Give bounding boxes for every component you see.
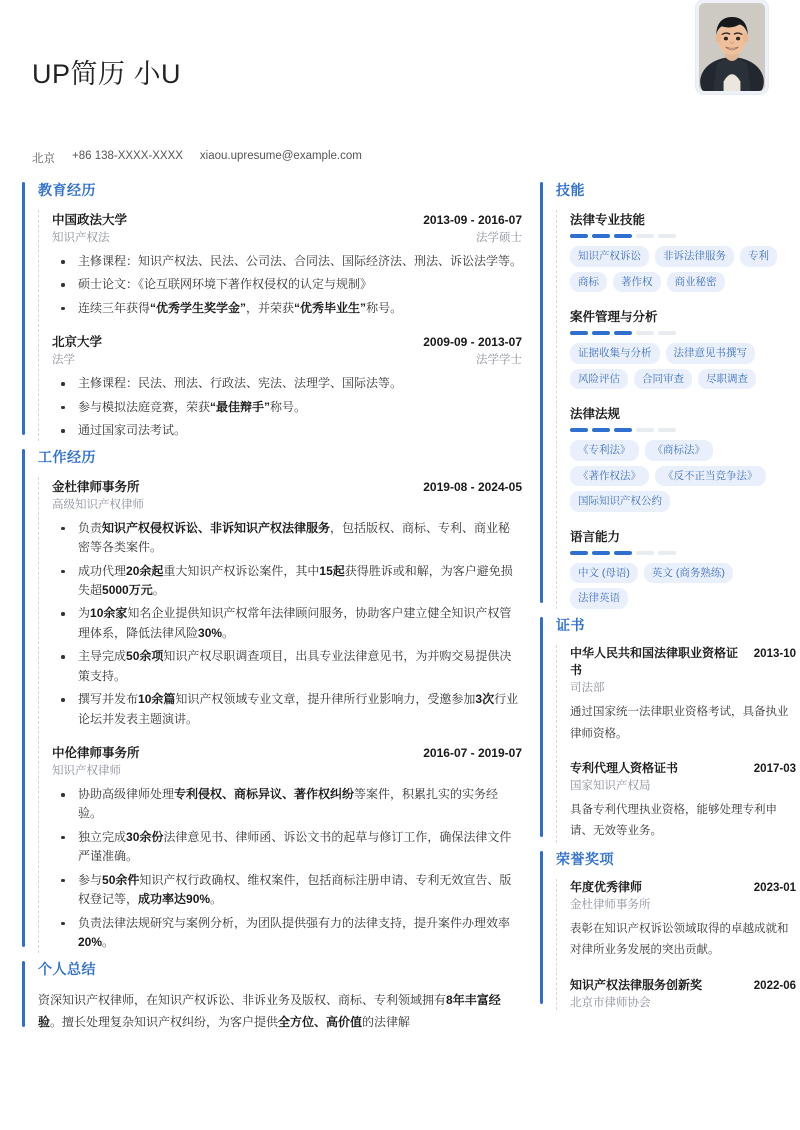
tag-chip: 知识产权诉讼 [570,246,649,267]
skill-group-name: 法律专业技能 [570,213,646,227]
page-title: UP简历 小U [32,59,182,89]
skill-group [570,210,796,292]
section-skills [540,180,796,609]
school-date: 2009-09 - 2013-07 [423,335,522,350]
section-certificates [540,615,796,843]
tag-chip: 法律意见书撰写 [666,343,756,364]
bullet-item: 硕士论文：《论互联网环境下著作权侵权的认定与规制》 [52,275,522,294]
work-entry [52,743,522,953]
company-name: 中伦律师事务所 [52,746,140,760]
honor-entry [570,977,796,1010]
tag-chip: 专利 [740,246,777,267]
tag-chip: 法律英语 [570,588,628,609]
school-name: 中国政法大学 [52,213,128,227]
level-segment [592,234,610,238]
bullet-item: 负责法律法规研究与案例分析，为团队提供强有力的法律支持，提升案件办理效率20%。 [52,914,522,953]
certificate-issuer: 国家知识产权局 [570,780,651,793]
honor-date: 2023-01 [753,881,796,894]
section-honors-awards [540,849,796,1010]
work-bullets [52,785,522,953]
tag-chip: 商业秘密 [667,272,725,293]
school-major: 知识产权法 [52,232,110,244]
honor-entry [570,879,796,962]
section-personal-summary [22,959,522,1033]
level-segment [658,234,676,238]
school-date: 2013-09 - 2016-07 [423,213,522,227]
honor-date: 2022-06 [753,979,796,992]
bullet-item: 协助高级律师处理专利侵权、商标异议、著作权纠纷等案件，积累扎实的实务经验。 [52,785,522,824]
bullet-item: 通过国家司法考试。 [52,421,522,440]
job-title: 高级知识产权律师 [52,498,144,511]
level-segment [658,428,676,432]
skill-group [570,404,796,512]
bullet-item: 参与50余件知识产权行政确权、维权案件，包括商标注册申请、专利无效宣告、版权登记等，成功率达90%。 [52,871,522,910]
education-bullets [52,252,522,318]
level-segment [614,331,632,335]
school-name: 北京大学 [52,335,103,350]
summary-text: 资深知识产权律师，在知识产权诉讼、非诉业务及版权、商标、专利领域拥有8年丰富经验。擅长处理复杂知识产权纠纷，为客户提供全方位、高价值的法律解 [38,992,501,1029]
level-segment [636,551,654,555]
bullet-item: 主修课程：知识产权法、民法、公司法、合同法、国际经济法、刑法、诉讼法学等。 [52,252,522,271]
level-segment [614,428,632,432]
company-name: 金杜律师事务所 [52,479,140,494]
work-entry [52,477,522,729]
skills-groups [556,210,796,609]
side-column [540,180,796,1016]
work-date: 2016-07 - 2019-07 [423,746,522,760]
bullet-item: 负责知识产权侵权诉讼、非诉知识产权法律服务，包括版权、商标、专利、商业秘密等各类案件。 [52,519,522,558]
level-segment [592,428,610,432]
education-bullets [52,374,522,440]
level-segment [658,331,676,335]
profile-photo [699,3,765,91]
resume-header [22,0,778,180]
level-segment [570,234,588,238]
certificate-description: 具备专利代理执业资格，能够处理专利申请、无效等业务。 [570,804,777,838]
honor-name: 知识产权法律服务创新奖 [570,977,703,992]
education-entries [38,210,522,441]
tag-chip: 《商标法》 [645,440,714,461]
skill-group-name: 案件管理与分析 [570,310,658,324]
level-segment [592,551,610,555]
skill-group [570,307,796,389]
school-degree: 法学硕士 [476,232,522,244]
school-major: 法学 [52,354,75,367]
skill-tags [570,246,796,292]
certificate-entry [570,760,796,843]
section-education [22,180,522,441]
section-title-summary: 个人总结 [38,960,96,977]
certificate-date: 2017-03 [753,762,796,775]
school-degree: 法学学士 [476,354,522,367]
level-segment [570,551,588,555]
bullet-item: 为10余家知名企业提供知识产权常年法律顾问服务，协助客户建立健全知识产权管理体系，降低法律风险30%。 [52,604,522,643]
level-segment [614,551,632,555]
certificate-name: 中华人民共和国法律职业资格证书 [570,645,739,677]
certificate-date: 2013-10 [753,647,796,660]
bullet-item: 成功代理20余起重大知识产权诉讼案件，其中15起获得胜诉或和解，为客户避免损失超5000万元。 [52,562,522,601]
section-title-education: 教育经历 [38,182,96,198]
main-column [22,180,522,1039]
bullet-item: 主修课程：民法、刑法、行政法、宪法、法理学、国际法等。 [52,374,522,393]
portrait-illustration [699,3,765,91]
education-entry [52,210,522,318]
resume-body [22,180,796,1039]
tag-chip: 尽职调查 [698,369,756,390]
tag-chip: 英文 (商务熟练) [644,563,733,584]
honor-entries [556,879,796,1010]
certificate-issuer: 司法部 [570,682,605,695]
tag-chip: 证据收集与分析 [570,343,660,364]
tag-chip: 《著作权法》 [570,466,649,487]
certificate-name: 专利代理人资格证书 [570,760,679,775]
honor-issuer: 北京市律师协会 [570,997,651,1010]
bullet-item: 主导完成50余项知识产权尽职调查项目，出具专业法律意见书，为并购交易提供决策支持。 [52,647,522,686]
job-title: 知识产权律师 [52,765,121,777]
skill-group-name: 法律法规 [570,407,621,421]
level-segment [592,331,610,335]
tag-chip: 国际知识产权公约 [570,491,670,512]
bullet-item: 参与模拟法庭竞赛，荣获“最佳辩手”称号。 [52,398,522,417]
bullet-item: 连续三年获得“优秀学生奖学金”，并荣获“优秀毕业生”称号。 [52,299,522,318]
avatar [696,0,768,94]
section-title-certificates: 证书 [556,616,585,633]
skill-level-meter [570,234,796,238]
level-segment [570,331,588,335]
section-title-honors: 荣誉奖项 [556,850,614,867]
honor-issuer: 金杜律师事务所 [570,899,651,912]
tag-chip: 中文 (母语) [570,563,638,584]
bullet-item: 撰写并发布10余篇知识产权领域专业文章，提升律所行业影响力，受邀参加3次行业论坛并发表主题演讲。 [52,690,522,729]
level-segment [658,551,676,555]
skill-group-name: 语言能力 [570,529,621,544]
bullet-item: 独立完成30余份法律意见书、律师函、诉讼文书的起草与修订工作，确保法律文件严谨准确。 [52,828,522,867]
skill-tags [570,440,796,512]
skill-level-meter [570,551,796,555]
skill-tags [570,343,796,389]
education-entry [52,332,522,440]
work-date: 2019-08 - 2024-05 [423,479,522,494]
tag-chip: 商标 [570,272,607,293]
skill-level-meter [570,428,796,432]
skill-tags [570,563,796,609]
skill-level-meter [570,331,796,335]
certificate-description: 通过国家统一法律职业资格考试，具备执业律师资格。 [570,706,789,740]
level-segment [570,428,588,432]
level-segment [636,331,654,335]
contact-email: xiaou.upresume@example.com [199,150,362,162]
honor-name: 年度优秀律师 [570,879,643,894]
work-entries [38,477,522,953]
level-segment [614,234,632,238]
section-work-experience [22,447,522,953]
tag-chip: 著作权 [613,272,661,293]
tag-chip: 《专利法》 [570,440,639,461]
tag-chip: 风险评估 [570,369,628,390]
contact-phone: +86 138-XXXX-XXXX [72,150,183,162]
tag-chip: 《反不正当竞争法》 [655,466,766,487]
work-bullets [52,519,522,729]
contact-location: 北京 [32,153,55,165]
certificate-entry [570,645,796,745]
contact-line [32,150,362,166]
skill-group [570,527,796,609]
level-segment [636,234,654,238]
level-segment [636,428,654,432]
tag-chip: 合同审查 [634,369,692,390]
certificate-entries [556,645,796,843]
honor-description: 表彰在知识产权诉讼领域取得的卓越成就和对律所业务发展的突出贡献。 [570,923,789,957]
tag-chip: 非诉法律服务 [655,246,734,267]
section-title-work: 工作经历 [38,448,96,465]
section-title-skills: 技能 [556,182,585,198]
